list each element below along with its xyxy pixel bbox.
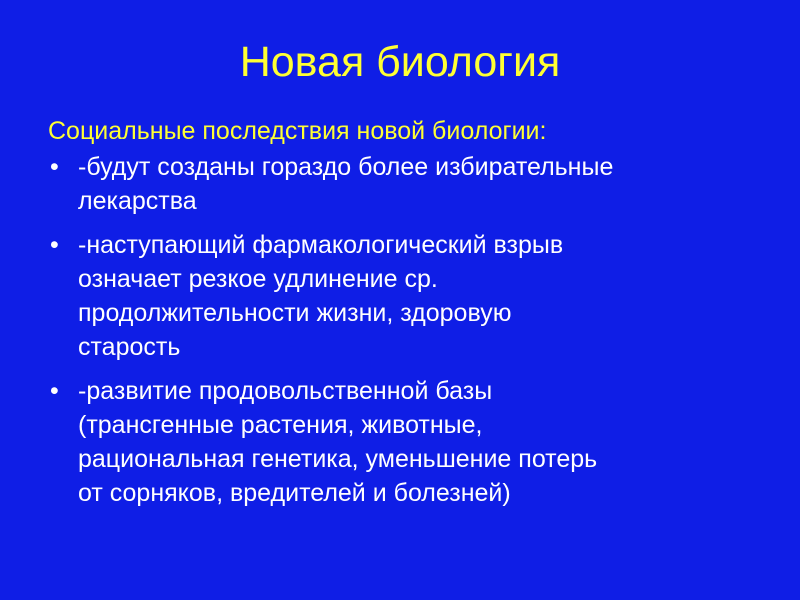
- bullet-text-line: от сорняков, вредителей и болезней): [78, 479, 511, 507]
- bullet-list: [48, 150, 768, 520]
- bullet-dot-icon: •: [50, 231, 59, 259]
- bullet-item-3: [48, 374, 768, 510]
- bullet-text-line: -развитие продовольственной базы: [78, 377, 493, 405]
- bullet-text-line: продолжительности жизни, здоровую: [78, 299, 512, 327]
- slide-subtitle: Социальные последствия новой биологии:: [48, 117, 547, 145]
- bullet-item-2: [48, 228, 768, 364]
- bullet-text-line: рациональная генетика, уменьшение потерь: [78, 445, 598, 473]
- bullet-text-line: (трансгенные растения, животные,: [78, 411, 483, 439]
- slide-title: Новая биология: [239, 38, 561, 86]
- bullet-dot-icon: •: [50, 377, 59, 405]
- bullet-text-line: лекарства: [78, 187, 197, 215]
- bullet-text-line: -наступающий фармакологический взрыв: [78, 231, 564, 259]
- bullet-text-line: -будут созданы гораздо более избирательные: [78, 153, 614, 181]
- bullet-item-1: [48, 150, 768, 218]
- bullet-text-line: старость: [78, 333, 181, 361]
- bullet-text-line: означает резкое удлинение ср.: [78, 265, 438, 293]
- bullet-dot-icon: •: [50, 153, 59, 181]
